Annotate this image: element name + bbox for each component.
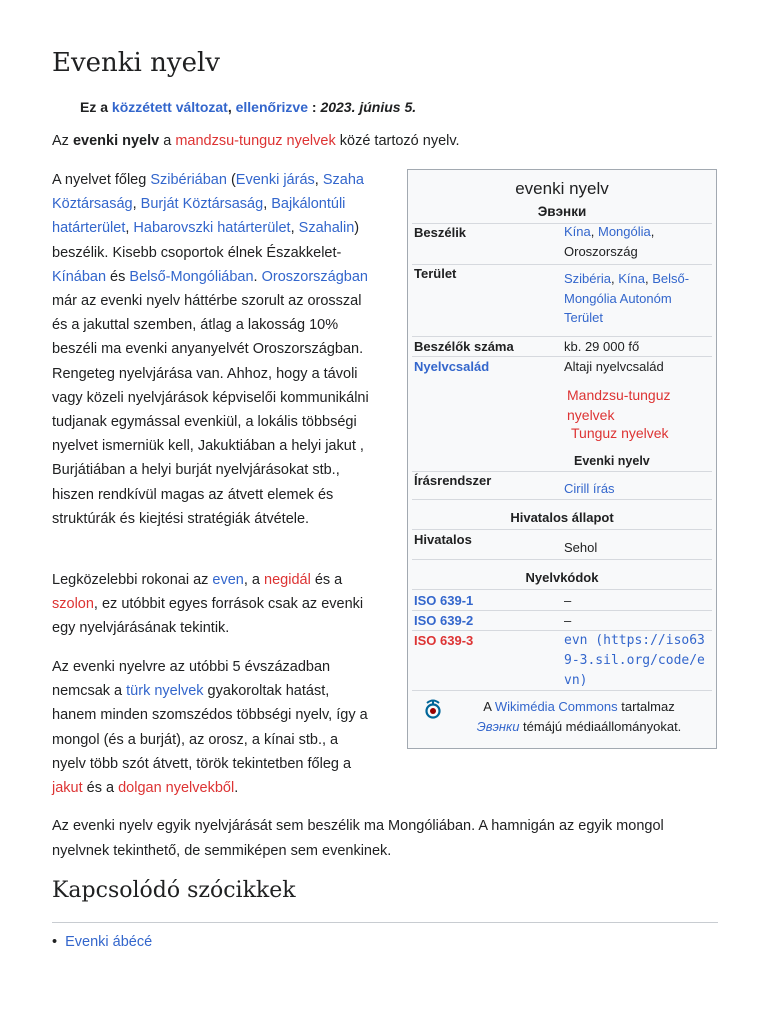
paragraph-text: , (290, 220, 299, 237)
iso-639-1-link[interactable]: ISO 639-1 (414, 593, 474, 608)
reviewed-link[interactable]: ellenőrizve (235, 99, 308, 115)
paragraph-text: és a (82, 780, 119, 797)
family-label-link[interactable]: Nyelvcsalád (414, 359, 490, 374)
spoken-value (564, 222, 712, 261)
intro-text-3: közé tartozó nyelv. (335, 133, 460, 149)
paragraph-text: , ez utóbbit egyes források csak az evenki egy nyelvjárásának tekintik. (52, 596, 364, 637)
paragraph-text: és a (310, 572, 343, 588)
review-prefix: Ez a (80, 99, 112, 115)
spoken-link-mongolia[interactable]: Mongólia (597, 224, 651, 239)
article-link[interactable]: türk nyelvek (126, 683, 204, 700)
section-heading-related: Kapcsolódó szócikkek (52, 878, 296, 903)
infobox-divider (412, 499, 712, 500)
infobox-divider (412, 471, 712, 472)
paragraph-text: ) beszélik. Kisebb csoportok élnek Északkelet- (52, 220, 360, 261)
area-link-inner-mongolia[interactable]: Belső-Mongólia Autonóm Terület (564, 271, 690, 325)
commons-text: A (483, 699, 495, 714)
paragraph-mongolia: Az evenki nyelv egyik nyelvjárását sem beszélik ma Mongóliában. A hamnigán az egyik mongol nyelvnek tekinthető, de semmiképen sem evenkinek. (52, 818, 664, 859)
infobox-divider (412, 690, 712, 691)
paragraph-text: , (132, 196, 141, 213)
paragraph-distribution (52, 168, 374, 531)
paragraph-text: , a (243, 572, 265, 588)
commons-text: tartalmaz (617, 699, 675, 714)
article-link[interactable]: Szibériában (150, 172, 227, 188)
area-value (564, 269, 712, 328)
page-title: Evenki nyelv (52, 48, 220, 78)
family-link-tungusic[interactable]: Tunguz nyelvek (571, 425, 669, 441)
iso-639-2-value: – (564, 613, 572, 628)
review-date: 2023. június 5. (320, 99, 417, 115)
heading-divider (52, 922, 718, 923)
paragraph-text: , (314, 172, 323, 188)
infobox (407, 169, 717, 749)
published-version-link[interactable]: közzétett változat (111, 99, 228, 115)
script-link[interactable]: Cirill írás (564, 481, 615, 496)
spoken-label: Beszélik (414, 225, 467, 240)
article-link[interactable]: even (212, 572, 244, 588)
commons-notice (448, 697, 710, 737)
paragraph-text: . (234, 780, 239, 797)
paragraph-relatives (52, 568, 374, 641)
speakers-label: Beszélők száma (414, 339, 514, 354)
article-link[interactable]: Oroszországban (261, 268, 368, 285)
paragraph-influences (52, 655, 374, 800)
iso-639-3-link[interactable]: ISO 639-3 (414, 633, 474, 648)
commons-text: témájú médiaállományokat. (519, 719, 682, 734)
iso-639-3-value-link[interactable]: evn (https://iso639-3.sil.org/code/evn) (564, 633, 705, 688)
list-item (52, 934, 152, 950)
infobox-divider (412, 559, 712, 560)
family-leaf: Evenki nyelv (574, 454, 650, 468)
article-link[interactable]: Bajkálontúli határterület (52, 196, 346, 237)
intro-link[interactable]: mandzsu-tunguz nyelvek (175, 133, 336, 149)
infobox-divider (412, 264, 712, 265)
paragraph-text: már az evenki nyelv háttérbe szorult az orosszal és a jakuttal szemben, átlag a lakosság 10% beszéli ma evenki anyanyelvét Oroszországban. Rengeteg nyelvjárása van. Ahhoz, hogy a távoli vagy közeli nyelvjárások képviselői kommunikálni tudjanak egymással evenkiül, a lokális többségi nyelvet ismerniük kell, Jakuktiában a helyi jakut , Burjátiában a helyi burját nyelvjárásokat stb., hiszen rendkívül magas az átvett elemek és struktúrák és kiejtési stratégiák átvétele. (52, 293, 369, 527)
script-label: Írásrendszer (414, 473, 492, 488)
paragraph-text: A nyelvet főleg (52, 172, 151, 188)
redlink[interactable]: dolgan nyelvekből (118, 780, 235, 797)
area-sep: , (644, 271, 653, 286)
article-link[interactable]: Burját Köztársaság (140, 196, 264, 213)
article-link[interactable]: Evenki járás (235, 172, 315, 188)
redlink[interactable]: szolon (52, 596, 94, 613)
intro-bold-term: evenki nyelv (72, 133, 160, 149)
paragraph-text: és (106, 268, 130, 285)
paragraph-text: , (125, 220, 134, 237)
commons-category-link[interactable]: Эвэнки (476, 719, 520, 734)
area-link-siberia[interactable]: Szibéria (564, 271, 611, 286)
area-label: Terület (414, 266, 457, 281)
area-link-china[interactable]: Kína (618, 271, 645, 286)
paragraph-text: , (263, 196, 272, 213)
official-value: Sehol (564, 540, 598, 555)
article-link[interactable]: Szaha Köztársaság (52, 172, 364, 213)
article-link[interactable]: Belső-Mongóliában (129, 268, 254, 285)
infobox-native-name: Эвэнки (537, 204, 587, 219)
wikimedia-commons-icon (422, 699, 444, 721)
spoken-sep: , (590, 224, 598, 239)
area-sep: , (610, 271, 619, 286)
spoken-end: , (650, 224, 655, 239)
article-link[interactable]: Kínában (52, 268, 107, 285)
review-sep: : (307, 99, 321, 115)
paragraph-text: gyakoroltak hatást, hanem minden szomszédos többségi nyelv, így a mongol (és a burját), az orosz, a kínai stb., a nyelv több szót átvett, török tekintetben főleg a (52, 683, 368, 772)
related-article-link[interactable]: Evenki ábécé (65, 934, 153, 950)
spoken-russia: Oroszország (564, 243, 638, 259)
article-link[interactable]: Szahalin (298, 220, 355, 237)
iso-639-1-value: – (564, 593, 572, 608)
related-articles-list (52, 934, 152, 950)
official-label: Hivatalos (414, 532, 472, 547)
language-codes-header: Nyelvkódok (525, 570, 599, 585)
infobox-title: evenki nyelv (515, 179, 609, 198)
commons-link[interactable]: Wikimédia Commons (494, 699, 618, 714)
redlink[interactable]: negidál (264, 572, 311, 588)
paragraph-text: Az evenki nyelvre az utóbbi 5 évszázadban nemcsak a (52, 659, 331, 700)
official-status-header: Hivatalos állapot (510, 510, 614, 525)
article-link[interactable]: Habarovszki határterület (133, 220, 291, 237)
redlink[interactable]: jakut (52, 780, 83, 797)
iso-639-2-link[interactable]: ISO 639-2 (414, 613, 474, 628)
review-comma: , (227, 99, 236, 115)
family-link-manchu-tungusic[interactable]: Mandzsu-tunguz nyelvek (567, 387, 671, 423)
infobox-divider (412, 589, 712, 590)
paragraph-text: . (253, 268, 262, 285)
paragraph-text: Legközelebbi rokonai az (52, 572, 213, 588)
intro-text-1: Az (52, 133, 73, 149)
intro-text-2: a (159, 133, 176, 149)
paragraph-text: ( (226, 172, 236, 188)
family-value: Altaji nyelvcsalád (564, 359, 664, 374)
spoken-link-china[interactable]: Kína (564, 224, 591, 239)
intro-paragraph (52, 133, 460, 149)
speakers-value: kb. 29 000 fő (564, 339, 640, 354)
review-notice (80, 99, 416, 115)
infobox-divider (412, 529, 712, 530)
